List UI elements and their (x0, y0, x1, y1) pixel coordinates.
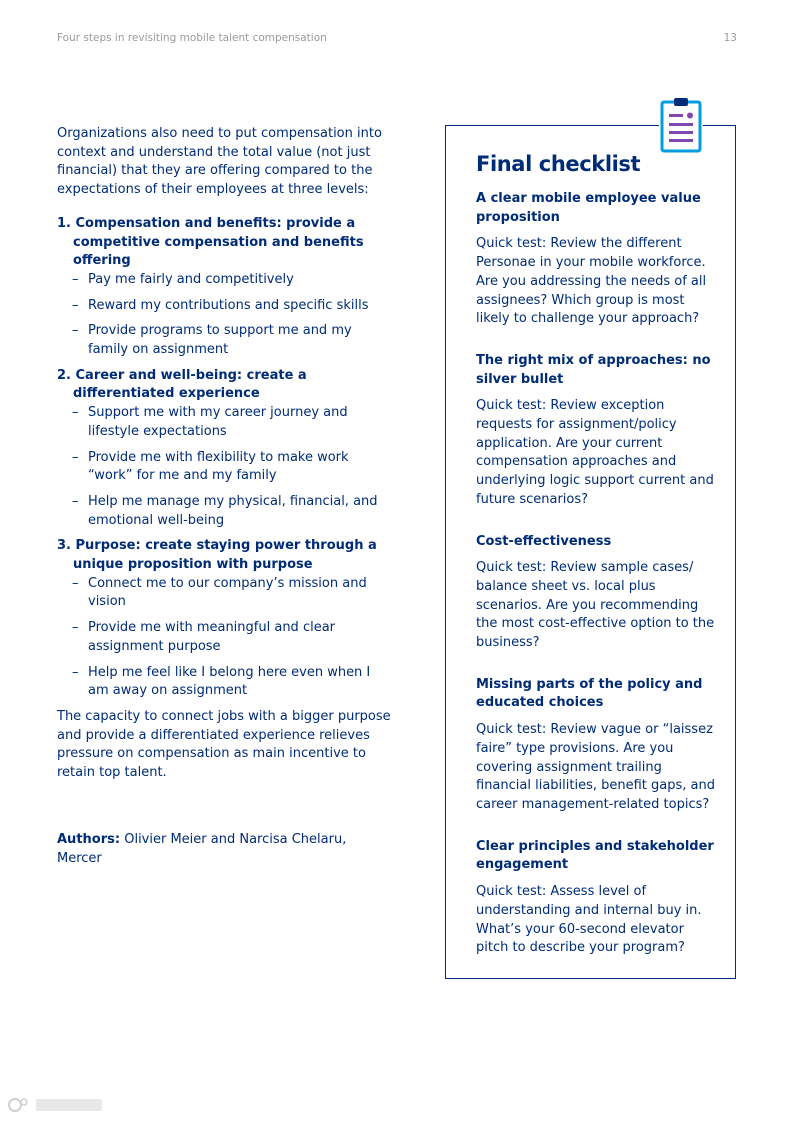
list-item: – Reward my contributions and specific skills (72, 297, 369, 313)
checklist-item-heading: The right mix of approaches: no silver bullet (476, 352, 711, 387)
level-bullets (57, 575, 392, 701)
checklist-title: Final checklist (476, 152, 641, 176)
authors-names: Olivier Meier and Narcisa Chelaru, Mercer (57, 831, 347, 866)
level-3 (57, 537, 392, 701)
checklist-item-body: Quick test: Review exception requests for assignment/policy application. Are your current compensation approaches and underlying logic support current and future scenarios? (476, 398, 714, 507)
clipboard-checklist-icon (659, 96, 703, 154)
list-item: – Support me with my career journey and lifestyle expectations (72, 405, 348, 439)
checklist-item-body: Quick test: Review the different Personae in your mobile workforce. Are you addressing the needs of all assignees? Which group is most likely to challenge your approach? (476, 236, 707, 327)
list-item: – Pay me fairly and competitively (72, 271, 294, 287)
level-title: 3. Purpose: create staying power through a unique proposition with purpose (57, 538, 377, 573)
running-title: Four steps in revisiting mobile talent compensation (57, 32, 327, 44)
level-1 (57, 215, 392, 360)
checklist-item-heading: Clear principles and stakeholder engagement (476, 838, 714, 873)
authors-line (57, 831, 392, 868)
authors-label: Authors: (57, 831, 121, 847)
checklist-content (476, 150, 716, 981)
checklist-item-heading: Cost-effectiveness (476, 533, 612, 549)
list-item: – Help me feel like I belong here even when I am away on assignment (72, 664, 371, 699)
checklist-item (476, 533, 716, 653)
checklist-item-body: Quick test: Review vague or “laissez faire” type provisions. Are you covering assignment trailing financial liabilities, benefit gaps, and career management-related topics? (476, 722, 715, 812)
level-bullets (57, 404, 392, 530)
list-item: – Provide programs to support me and my family on assignment (72, 323, 352, 358)
list-item: – Help me manage my physical, financial, and emotional well-being (72, 493, 378, 528)
intro-paragraph: Organizations also need to put compensation into context and understand the total value (not just financial) that they are offering compared to the expectations of their employees at three levels: (57, 126, 382, 198)
level-bullets (57, 271, 392, 360)
level-2 (57, 367, 392, 531)
level-title: 2. Career and well-being: create a differentiated experience (57, 367, 307, 402)
list-item: – Connect me to our company’s mission and vision (72, 575, 367, 610)
checklist-item-heading: A clear mobile employee value proposition (476, 191, 701, 225)
watermark-logo (6, 1094, 106, 1116)
checklist-item-body: Quick test: Review sample cases/ balance sheet vs. local plus scenarios. Are you recommending the most cost-effective option to the business? (476, 560, 715, 651)
running-header (57, 32, 737, 48)
main-column (57, 125, 392, 868)
level-title: 1. Compensation and benefits: provide a competitive compensation and benefits offering (57, 215, 364, 269)
checklist-item-body: Quick test: Assess level of understanding and internal buy in. What’s your 60-second elevator pitch to describe your program? (476, 884, 702, 956)
list-item: – Provide me with flexibility to make work “work” for me and my family (72, 449, 349, 484)
checklist-item (476, 190, 716, 329)
checklist-item (476, 352, 716, 510)
closing-paragraph: The capacity to connect jobs with a bigger purpose and provide a differentiated experience relieves pressure on compensation as main incentive to retain top talent. (57, 708, 391, 781)
checklist-item (476, 838, 716, 958)
list-item: – Provide me with meaningful and clear assignment purpose (72, 620, 336, 654)
checklist-item-heading: Missing parts of the policy and educated choices (476, 676, 703, 711)
page-number: 13 (723, 32, 737, 44)
checklist-item (476, 676, 716, 815)
